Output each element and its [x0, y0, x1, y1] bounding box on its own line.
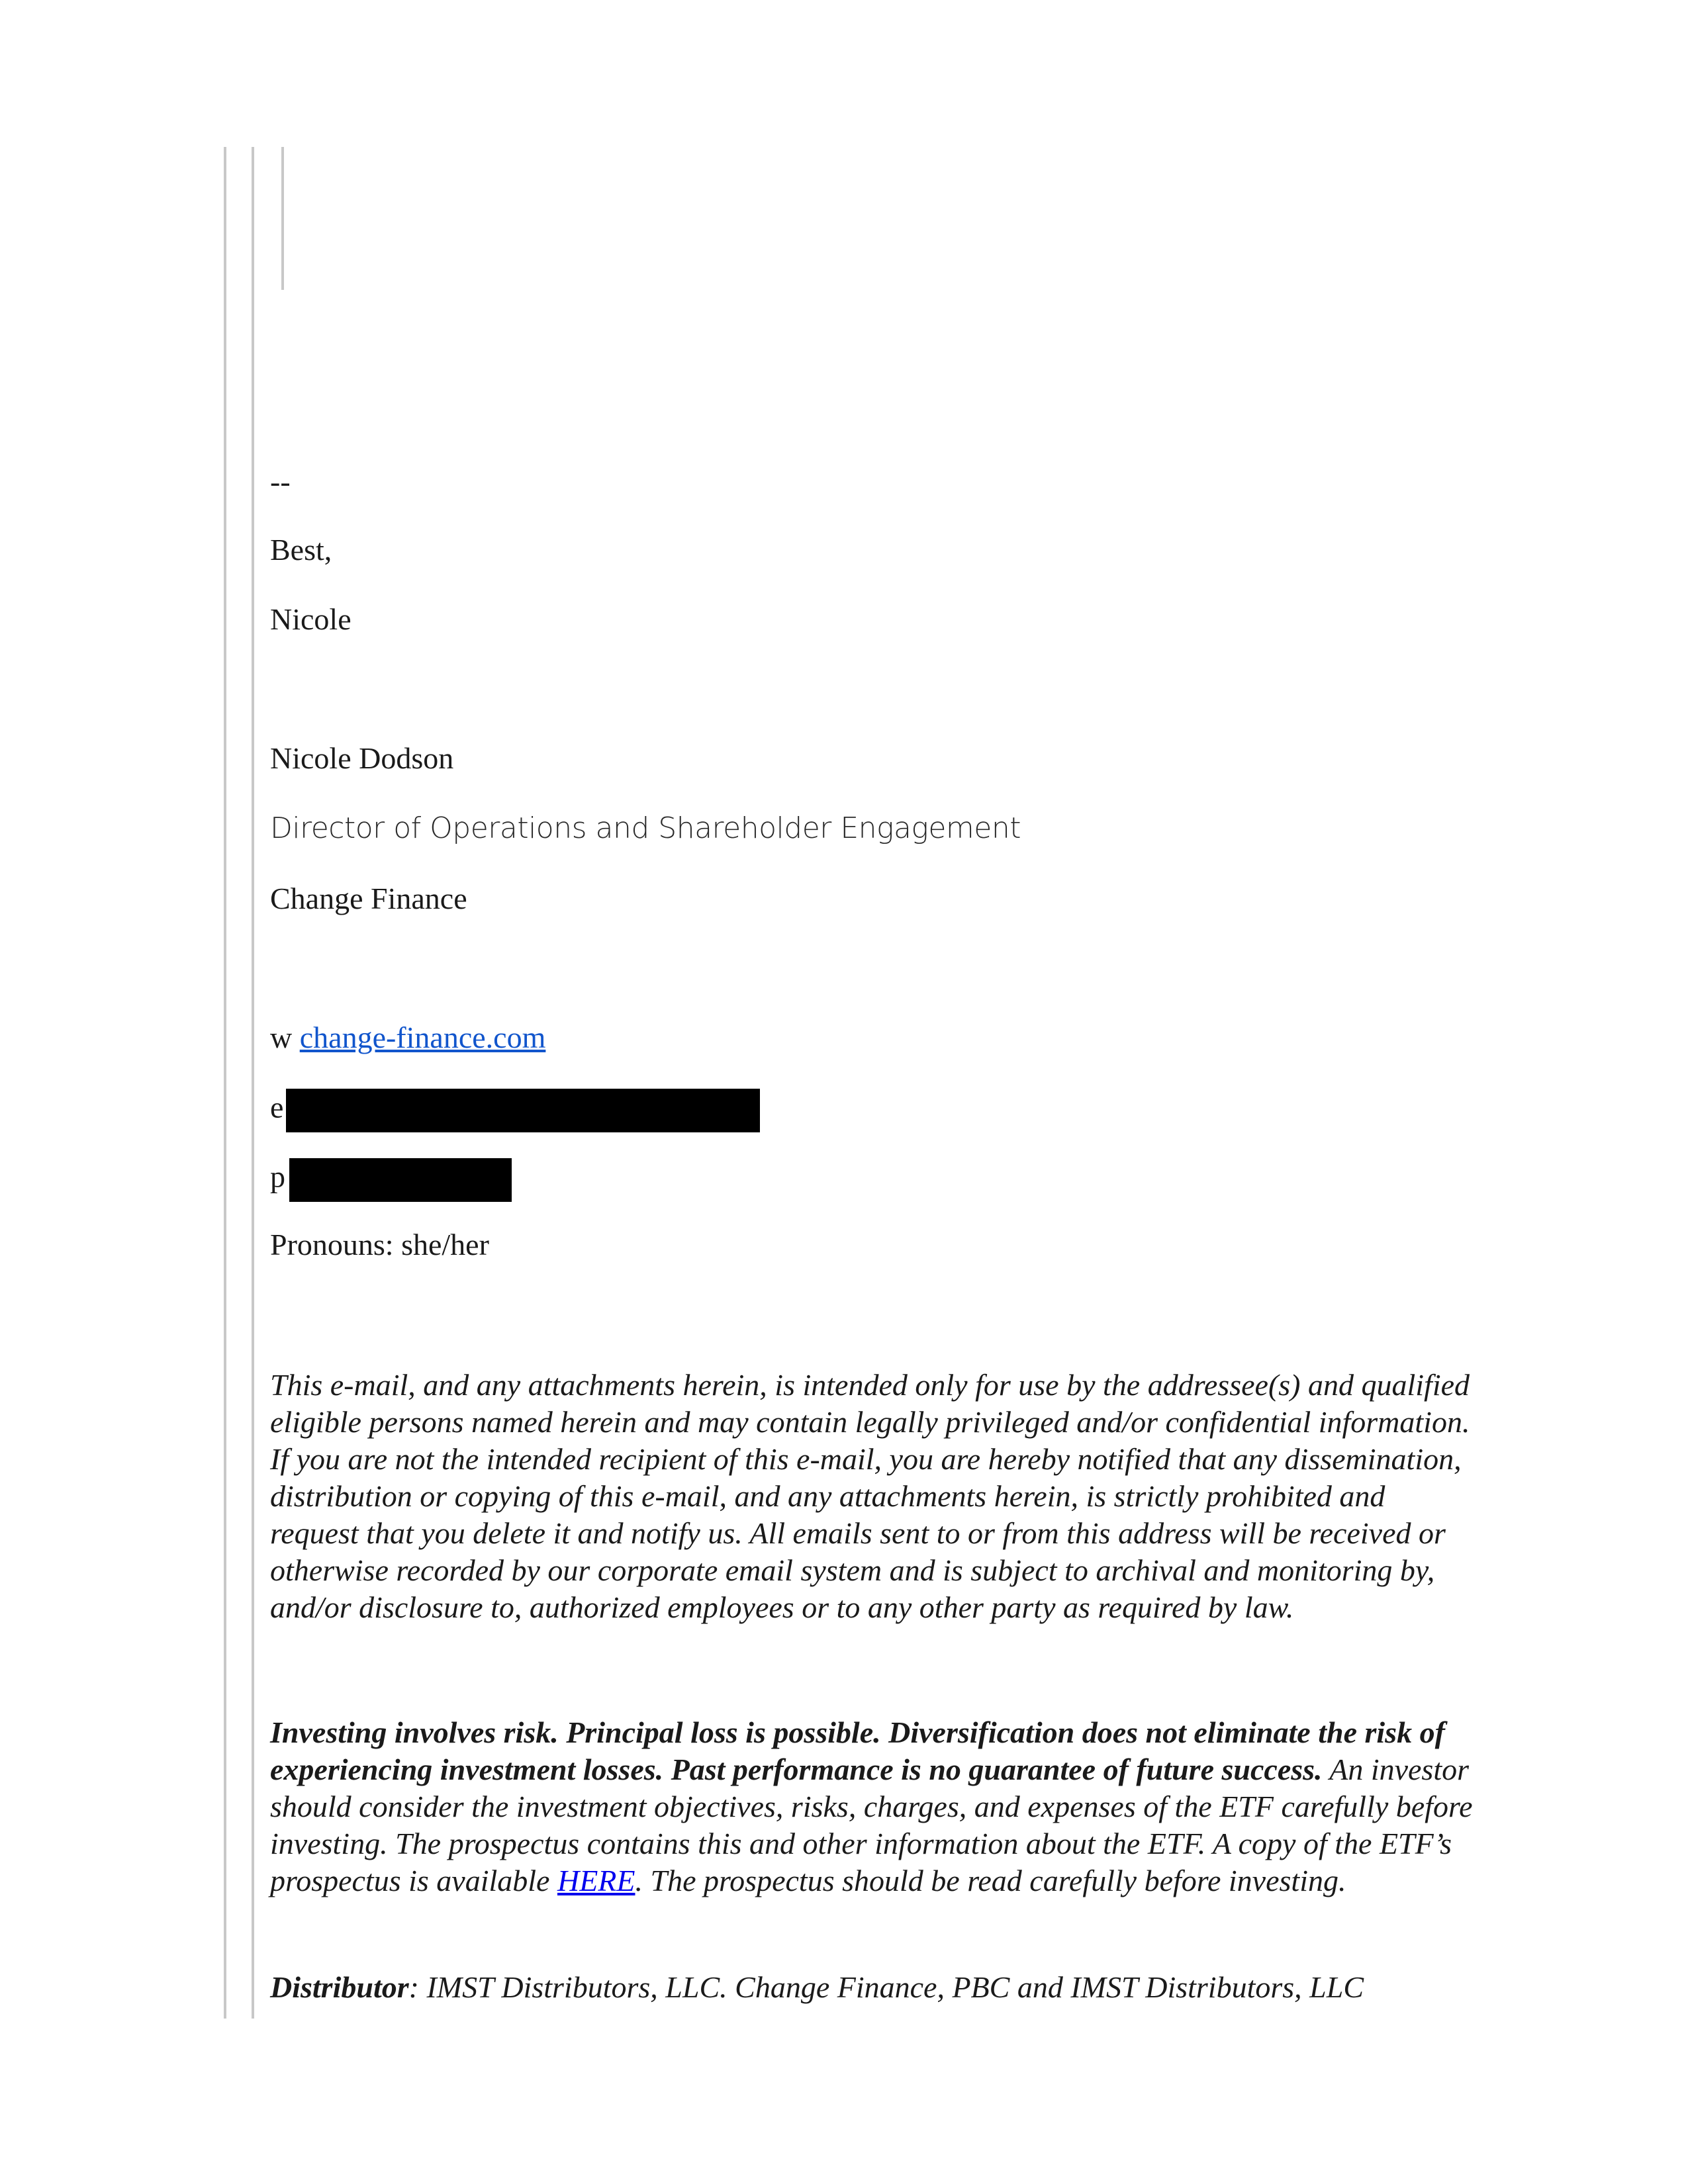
- signature-full-name: Nicole Dodson: [270, 741, 454, 775]
- signature-phone-row: [270, 1158, 512, 1202]
- quote-bar-outer: [224, 147, 226, 2019]
- risk-disclaimer-tail: . The prospectus should be read carefully before investing.: [635, 1864, 1346, 1897]
- quote-bar-inner: [281, 147, 284, 290]
- signature-closing: Best,: [270, 533, 332, 567]
- risk-disclaimer-text: An investor should consider the investment objectives, risks, charges, and expenses of the ETF carefully before investing. The prospectus contains this and other information about the ETF. A copy of the ETF’s prospectus is available: [270, 1752, 1473, 1897]
- confidentiality-disclaimer: This e-mail, and any attachments herein, is intended only for use by the addressee(s) and qualified eligible persons named herein and may contain legally privileged and/or confidential information. If you are not the intended recipient of this e-mail, you are hereby notified that any dissemination, distribution or copying of this e-mail, and any attachments herein, is strictly prohibited and request that you delete it and notify us. All emails sent to or from this address will be received or otherwise recorded by our corporate email system and is subject to archival and monitoring by, and/or disclosure to, authorized employees or to any other party as required by law.: [270, 1368, 1470, 1624]
- website-label: w: [270, 1021, 293, 1054]
- distributor-disclaimer: [270, 1969, 1475, 2006]
- phone-label: p: [270, 1160, 285, 1194]
- phone-redaction: [289, 1158, 512, 1202]
- signature-job-title: Director of Operations and Shareholder Engagement: [270, 811, 1021, 845]
- prospectus-link[interactable]: HERE: [557, 1864, 635, 1897]
- signature-pronouns: Pronouns: she/her: [270, 1228, 489, 1261]
- website-link[interactable]: change-finance.com: [299, 1021, 546, 1054]
- risk-disclaimer-bold: Investing involves risk. Principal loss is possible. Diversification does not eliminate the risk of experiencing investment losses. Past performance is no guarantee of future success.: [270, 1715, 1445, 1786]
- signature-email-row: [270, 1089, 760, 1132]
- distributor-label: Distributor: [270, 1970, 409, 2004]
- email-label: e: [270, 1090, 284, 1124]
- signature-company: Change Finance: [270, 882, 467, 915]
- distributor-text: : IMST Distributors, LLC. Change Finance, PBC and IMST Distributors, LLC: [408, 1970, 1364, 2004]
- risk-disclaimer: [270, 1714, 1475, 1899]
- signature-separator: --: [270, 465, 291, 498]
- signature-first-name: Nicole: [270, 602, 352, 636]
- email-redaction: [286, 1089, 760, 1132]
- signature-website-row: [270, 1019, 545, 1056]
- quote-bar-middle: [252, 147, 254, 2019]
